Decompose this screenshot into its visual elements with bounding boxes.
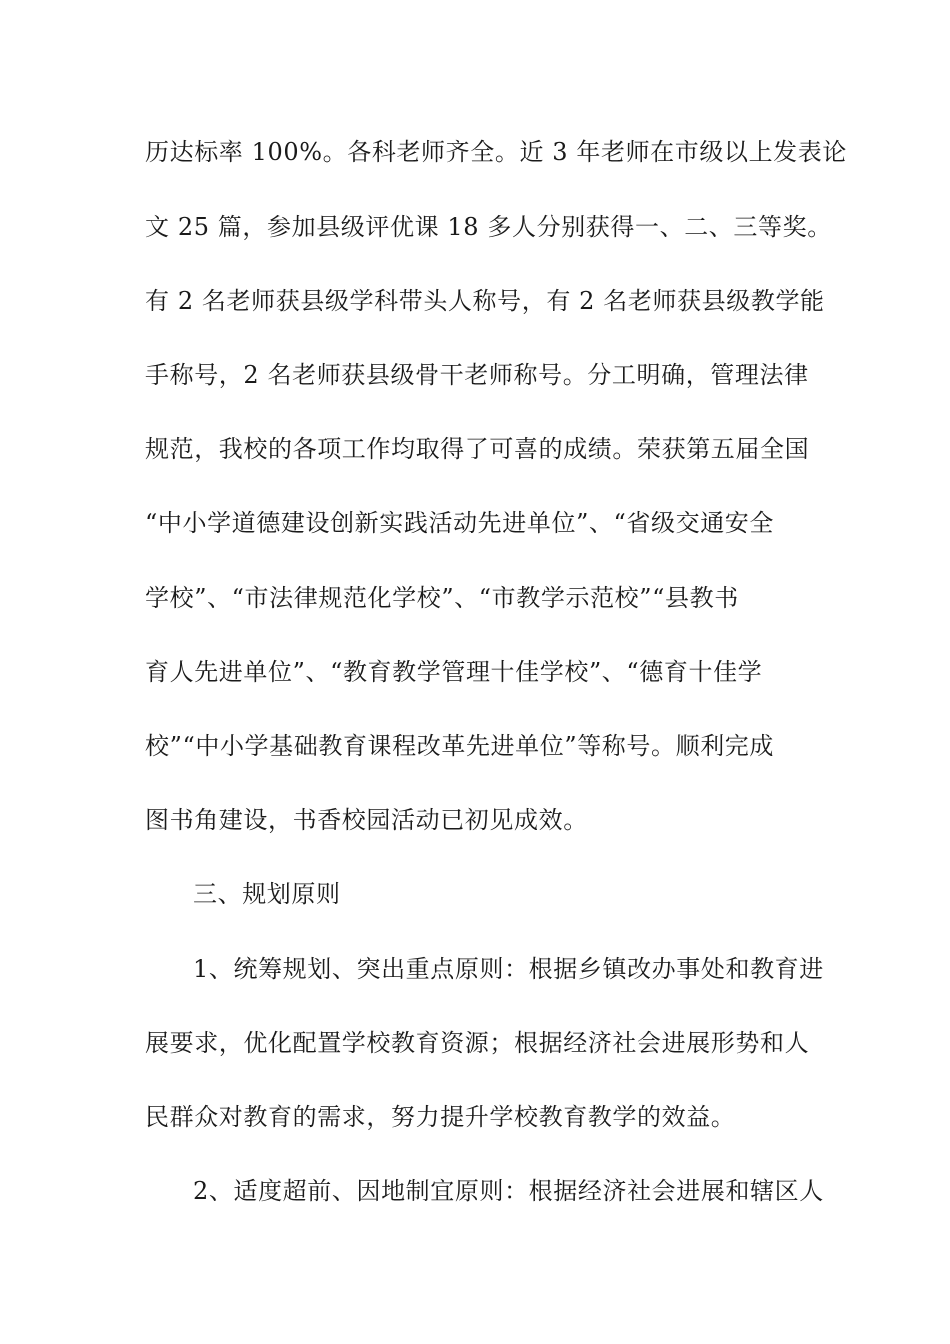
principle-2-text: 2、适度超前、因地制宜原则：根据经济社会进展和辖区人 [193,1177,824,1205]
body-text-line: 历达标率 100%。各科老师齐全。近 3 年老师在市级以上发表论 [145,138,847,166]
body-text-line: 学校”、“市法律规范化学校”、“市教学示范校”“县教书 [145,584,739,612]
body-text-line: 有 2 名老师获县级学科带头人称号，有 2 名老师获县级教学能 [145,287,825,315]
body-text-line: “中小学道德建设创新实践活动先进单位”、“省级交通安全 [145,509,775,537]
body-text-line: 育人先进单位”、“教育教学管理十佳学校”、“德育十佳学 [145,658,763,686]
section-heading: 三、规划原则 [193,880,341,908]
body-text-line: 展要求，优化配置学校教育资源；根据经济社会进展形势和人 [145,1029,810,1057]
principle-1-text: 1、统筹规划、突出重点原则：根据乡镇改办事处和教育进 [193,955,824,983]
body-text-line: 文 25 篇，参加县级评优课 18 多人分别获得一、二、三等奖。 [145,213,832,241]
body-text-line: 规范，我校的各项工作均取得了可喜的成绩。荣获第五届全国 [145,435,810,463]
body-text-line: 手称号，2 名老师获县级骨干老师称号。分工明确，管理法律 [145,361,809,389]
body-text-line: 校”“中小学基础教育课程改革先进单位”等称号。顺利完成 [145,732,775,760]
body-text-line: 图书角建设，书香校园活动已初见成效。 [145,806,588,834]
body-text-line: 民群众对教育的需求，努力提升学校教育教学的效益。 [145,1103,736,1131]
